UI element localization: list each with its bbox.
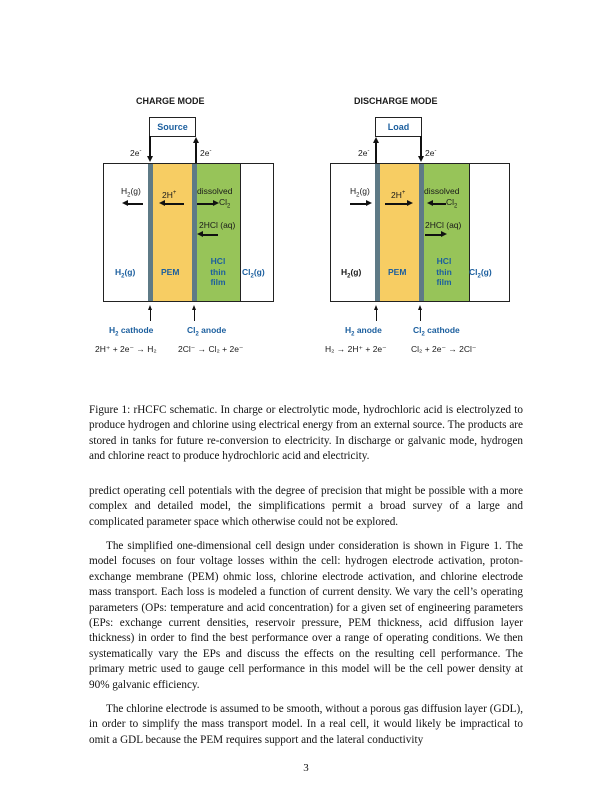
- discharge-mode-title: DISCHARGE MODE: [354, 96, 438, 106]
- pointer-line: [194, 309, 195, 321]
- proton-label: 2H+: [162, 190, 177, 200]
- h2g-flow-line: [127, 203, 143, 205]
- pem-layer: [380, 164, 419, 301]
- arrow-up-icon: [192, 305, 196, 310]
- hcl-aq-label: 2HCl (aq): [199, 220, 236, 230]
- arrow-down-icon: [418, 156, 424, 162]
- cl2-dissolved-label: $Cl_2$: [446, 197, 458, 210]
- region-film-label: HCl thin film: [210, 256, 226, 287]
- cathode-reaction: Cl₂ + 2e⁻ → 2Cl⁻: [411, 344, 477, 354]
- electron-label-right: 2e-: [200, 148, 212, 158]
- h2g-flow-line: [350, 203, 366, 205]
- hcl-aq-label: 2HCl (aq): [425, 220, 462, 230]
- region-h2g-label: $H_2(g)$: [115, 267, 136, 280]
- arrow-left-icon: [122, 200, 128, 206]
- arrow-left-icon: [159, 200, 165, 206]
- body-paragraph-1: predict operating cell potentials with the degree of precision that might be possible with a more complex and detailed model, the simplifications permit a broad survey of a large and complicated parameter space which otherwise could not be explored.: [89, 485, 523, 528]
- electron-label-right: 2e-: [425, 148, 437, 158]
- load-box: [375, 117, 422, 137]
- load-label: Load: [387, 122, 410, 132]
- h2g-flow-label: $H_2(g)$: [121, 186, 141, 199]
- proton-label: 2H+: [391, 190, 406, 200]
- anode-reaction: H₂ → 2H⁺ + 2e⁻: [325, 344, 387, 354]
- dissolved-label: dissolved: [197, 186, 233, 196]
- proton-flow-line: [385, 203, 407, 205]
- body-paragraph-2: The simplified one-dimensional cell design under consideration is shown in Figure 1. The model focuses on four voltage losses within the cell: hydrogen electrode activation, proton-exchange membrane (PEM) ohmic loss, chlorine electrode activation, and chlorine electrode mass transport. Each loss is modeled a function of current density. We vary the cell’s operating parameters (OPs: temperature and acid concentration) for a given set of engineering parameters (EPs: exchange current densities, reservoir pressure, PEM thickness, acid diffusion layer thickness) in order to find the best performance over a range of operating conditions. We then systematically vary the EPs and discuss the effects on the resulting cell performance. The primary metric used to gauge cell performance in this model will be the cell power density at 90% galvanic efficiency.: [89, 540, 523, 691]
- h2-cathode-label: $H_2$ cathode: [109, 325, 154, 338]
- region-pem-label: PEM: [161, 267, 180, 277]
- figure-caption: Figure 1: rHCFC schematic. In charge or electrolytic mode, hydrochloric acid is electrolyzed to produce hydrogen and chlorine using electrical energy from an external source. The products are stored in tanks for future re-conversion to electricity. In discharge or galvanic mode, hydrogen and chlorine react to produce hydrochloric acid and electricity.: [89, 404, 523, 463]
- electron-wire-right: [420, 136, 422, 158]
- arrow-right-icon: [407, 200, 413, 206]
- arrow-left-icon: [197, 231, 203, 237]
- hcl-flow-line: [202, 234, 218, 236]
- cl2-dissolved-label: $Cl_2$: [219, 197, 231, 210]
- dissolved-label: dissolved: [424, 186, 460, 196]
- arrow-up-icon: [373, 137, 379, 143]
- h2g-flow-label: $H_2(g)$: [350, 186, 370, 199]
- pointer-line: [376, 309, 377, 321]
- charge-cell: [103, 163, 274, 302]
- hcl-flow-line: [425, 234, 441, 236]
- cl2-anode-label: $Cl_2$ anode: [187, 325, 227, 338]
- pointer-line: [420, 309, 421, 321]
- arrow-up-icon: [148, 305, 152, 310]
- region-film-label: HCl thin film: [436, 256, 452, 287]
- pem-layer: [153, 164, 192, 301]
- electron-wire-left: [375, 142, 377, 164]
- source-box: [149, 117, 196, 137]
- electron-label-left: 2e-: [358, 148, 370, 158]
- region-cl2g-label: $Cl_2(g)$: [242, 267, 265, 280]
- body-paragraph-3: The chlorine electrode is assumed to be smooth, without a porous gas diffusion layer (GDL), in order to simplify the mass transport model. In a real cell, it would likely be impractical to omit a GDL because the PEM requires support and the lateral conductivity: [89, 703, 523, 746]
- source-label: Source: [157, 122, 188, 132]
- arrow-up-icon: [418, 305, 422, 310]
- electron-wire-right: [195, 142, 197, 164]
- charge-mode-title: CHARGE MODE: [136, 96, 205, 106]
- page-number: 3: [303, 762, 309, 774]
- cl2-flow-line: [432, 203, 446, 205]
- cl2-flow-line: [197, 203, 213, 205]
- electron-label-left: 2e-: [130, 148, 142, 158]
- region-h2g-label: $H_2(g)$: [341, 267, 362, 280]
- pointer-line: [150, 309, 151, 321]
- arrow-right-icon: [441, 231, 447, 237]
- proton-flow-line: [164, 203, 184, 205]
- anode-reaction: 2Cl⁻ → Cl₂ + 2e⁻: [178, 344, 244, 354]
- discharge-cell: [330, 163, 510, 302]
- region-pem-label: PEM: [388, 267, 407, 277]
- electron-wire-left: [149, 136, 151, 158]
- arrow-down-icon: [147, 156, 153, 162]
- cathode-reaction: 2H⁺ + 2e⁻ → H₂: [95, 344, 157, 354]
- arrow-left-icon: [427, 200, 433, 206]
- arrow-right-icon: [366, 200, 372, 206]
- arrow-up-icon: [374, 305, 378, 310]
- cl2-cathode-label: $Cl_2$ cathode: [413, 325, 460, 338]
- h2-anode-label: $H_2$ anode: [345, 325, 382, 338]
- arrow-up-icon: [193, 137, 199, 143]
- region-cl2g-label: $Cl_2(g)$: [469, 267, 492, 280]
